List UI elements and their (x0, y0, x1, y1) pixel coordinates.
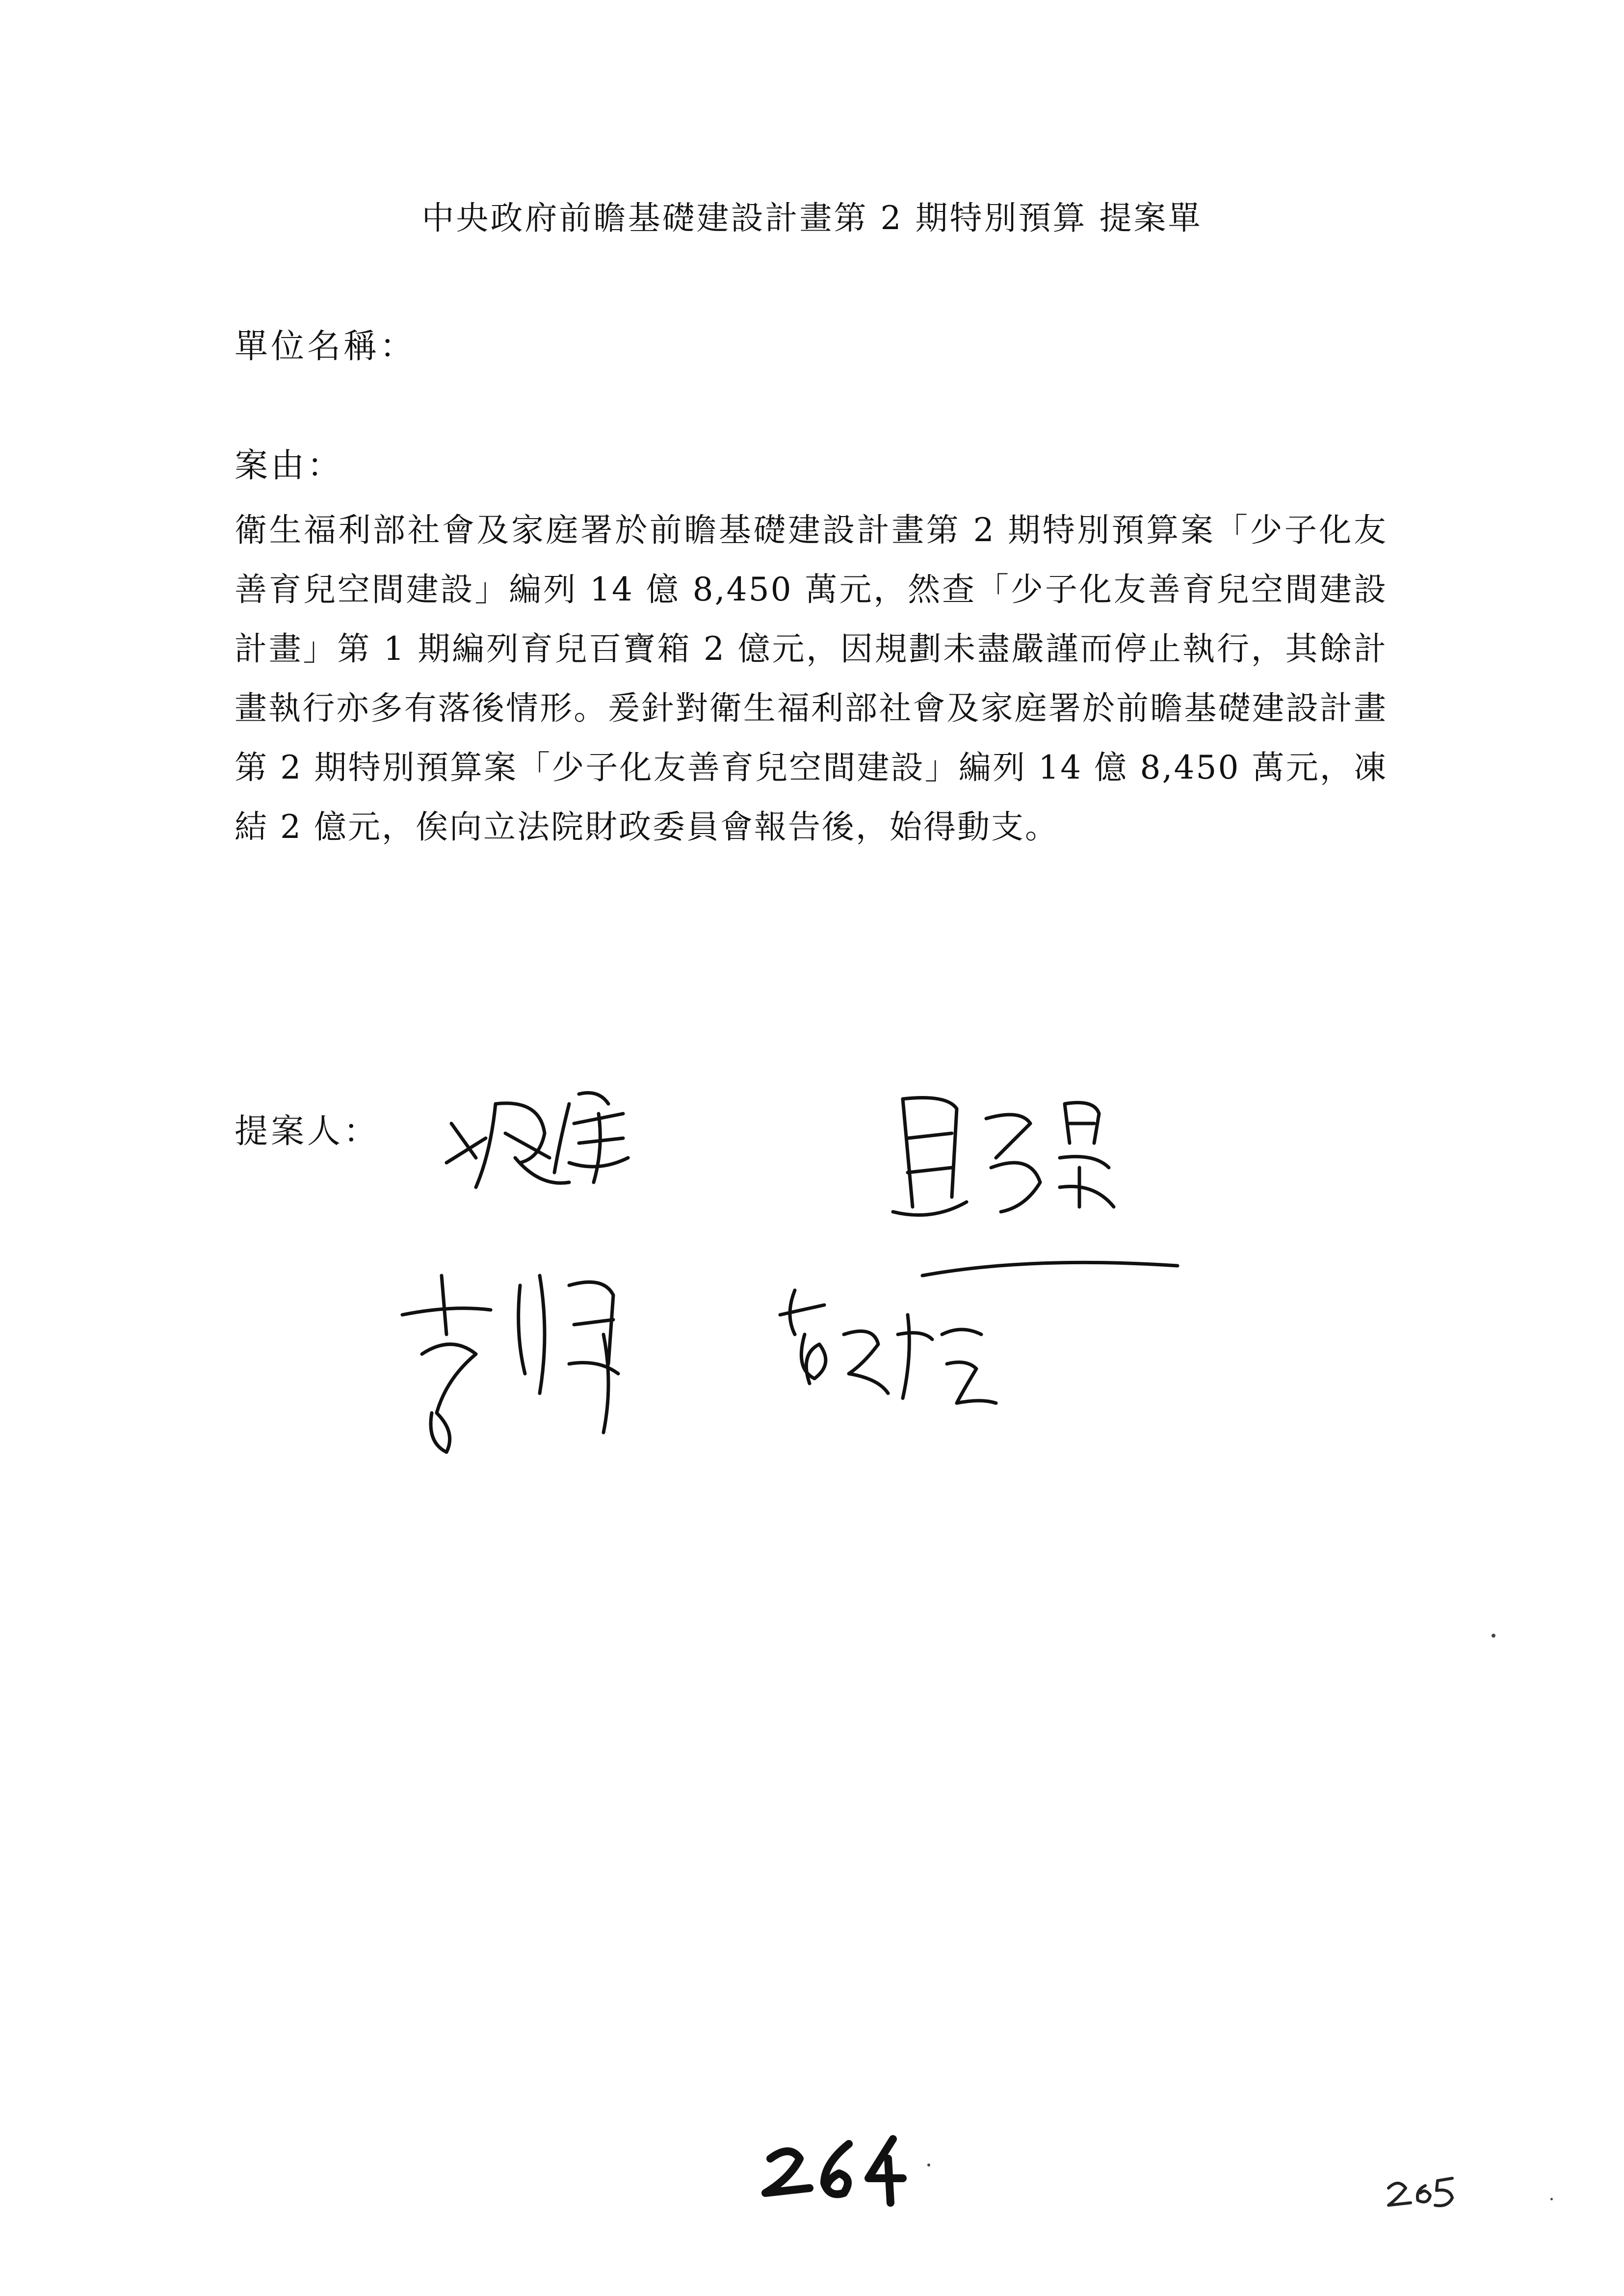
scan-speck (927, 2164, 930, 2166)
reason-text: 衛生福利部社會及家庭署於前瞻基礎建設計畫第 2 期特別預算案「少子化友善育兒空間建設」編列 14 億 8,450 萬元，然查「少子化友善育兒空間建設計畫」第 1 期編列育兒百寶箱 2 億元，因規劃未盡嚴謹而停止執行，其餘計畫執行亦多有落後情形。爰針對衛生福利部社會及家庭署於前瞻基礎建設計畫第 2 期特別預算案「少子化友善育兒空間建設」編列 14 億 8,450 萬元，凍結 2 億元，俟向立法院財政委員會報告後，始得動支。 (235, 511, 1388, 846)
signature-1 (446, 1093, 628, 1188)
document-title: 中央政府前瞻基礎建設計畫第 2 期特別預算 提案單 (421, 199, 1203, 237)
reason-label: 案由： (235, 446, 344, 485)
handwritten-signatures (393, 1060, 1227, 1501)
signature-3 (402, 1276, 618, 1452)
handwritten-page-number-small (1384, 2159, 1462, 2213)
signature-4 (780, 1262, 1178, 1403)
unit-name-label: 單位名稱： (235, 327, 417, 366)
scan-speck (1492, 1634, 1495, 1638)
scan-speck (1550, 2198, 1553, 2200)
proposer-label: 提案人： (235, 1112, 380, 1151)
handwritten-page-number (756, 2124, 913, 2208)
signature-2 (893, 1098, 1114, 1215)
